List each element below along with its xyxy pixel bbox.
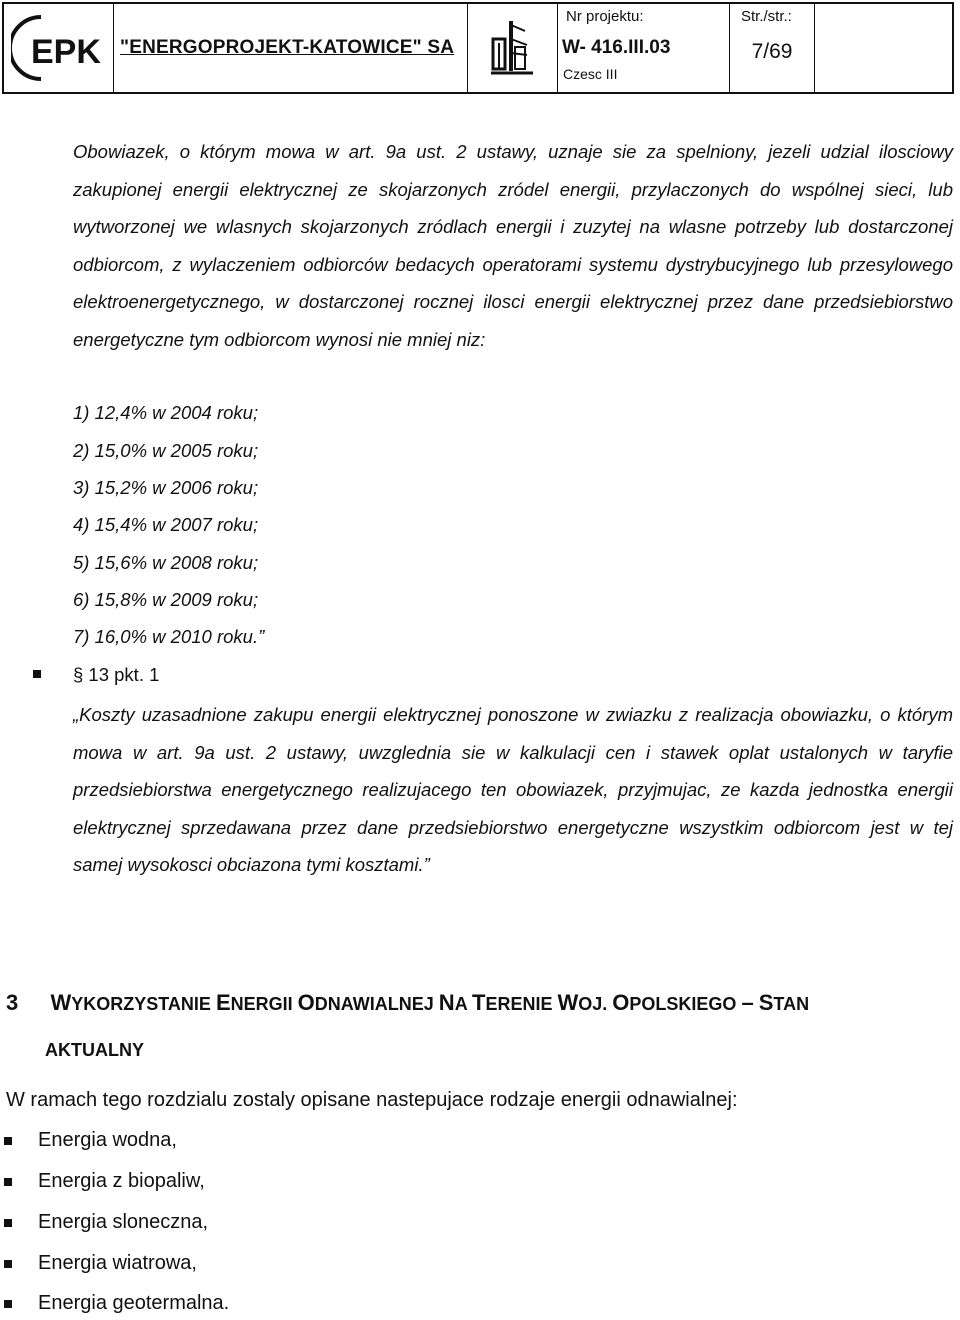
section-heading [6,990,809,1016]
page-number: 7/69 [751,40,793,63]
square-bullet-icon [4,1178,12,1186]
list-item: Energia wiatrowa, [38,1252,197,1274]
logo-text: EPK [30,33,101,71]
list-item: 6) 15,8% w 2009 roku; [73,589,259,610]
project-number-cell [558,4,730,92]
square-bullet-icon [4,1300,12,1308]
company-logo [4,4,114,92]
section-heading-line2: AKTUALNY [45,1040,144,1060]
square-bullet-icon [33,670,41,678]
list-item: Energia geotermalna. [38,1292,230,1314]
list-item: 1) 12,4% w 2004 roku; [73,402,259,423]
costs-paragraph: „Koszty uzasadnione zakupu energii elektrycznej ponoszone w zwiazku z realizacja obowiazku, o którym mowa w art. 9a ust. 2 ustawy, uwzglednia sie w kalkulacji cen i stawek oplat ustalonych w taryfie przedsiebiorstwa energetycznego realizujacego ten obowiazek, przyjmujac, ze kazda jednostka energii elektrycznej sprzedawana przez dane przedsiebiorstwo energetyczne wszystkim odbiorcom jest w tej samej wysokosci obciazona tymi kosztami.” [73,704,953,875]
square-bullet-icon [4,1137,12,1145]
list-item: Energia wodna, [38,1129,177,1151]
company-name: "ENERGOPROJEKT-KATOWICE" SA [120,37,455,58]
epk-logo-icon [11,13,107,83]
section-title: WYKORZYSTANIE ENERGII ODNAWIALNEJ NA TERENIE WOJ. OPOLSKIEGO – STAN [50,990,810,1015]
company-cell [114,4,468,92]
page-cell [730,4,815,92]
list-item: Energia z biopaliw, [38,1170,205,1192]
list-item: 5) 15,6% w 2008 roku; [73,552,259,573]
emblem-cell [468,4,558,92]
square-bullet-icon [4,1260,12,1268]
list-item: 3) 15,2% w 2006 roku; [73,477,259,498]
list-item: 2) 15,0% w 2005 roku; [73,440,259,461]
list-item: Energia sloneczna, [38,1211,209,1233]
document-header [2,2,954,94]
tower-emblem-icon [491,19,535,77]
section-reference: § 13 pkt. 1 [73,664,160,685]
section-number: 3 [6,990,19,1015]
header-empty-cell [815,4,952,92]
square-bullet-icon [4,1219,12,1227]
project-number: W- 416.III.03 [562,37,671,58]
section-intro: W ramach tego rozdzialu zostaly opisane nastepujace rodzaje energii odnawialnej: [6,1089,738,1111]
list-item: 4) 15,4% w 2007 roku; [73,514,259,535]
page-label: Str./str.: [741,8,792,25]
project-part: Czesc III [563,66,618,82]
project-label: Nr projektu: [566,8,644,25]
obligation-paragraph: Obowiazek, o którym mowa w art. 9a ust. 2 ustawy, uznaje sie za spelniony, jezeli udzial ilosciowy zakupionej energii elektrycznej ze skojarzonych zródel energii, przylaczonych do wspólnej sieci, lub wytworzonej we wlasnych skojarzonych zródlach energii i zuzytej na wlasne potrzeby lub dostarczonej odbiorcom, z wylaczeniem odbiorców bedacych operatorami systemu dystrybucyjnego lub przesylowego elektroenergetycznego, w dostarczonej rocznej ilosci energii elektrycznej przez dane przedsiebiorstwo energetyczne tym odbiorcom wynosi nie mniej niz: [73,141,953,350]
list-item: 7) 16,0% w 2010 roku.” [73,626,265,647]
